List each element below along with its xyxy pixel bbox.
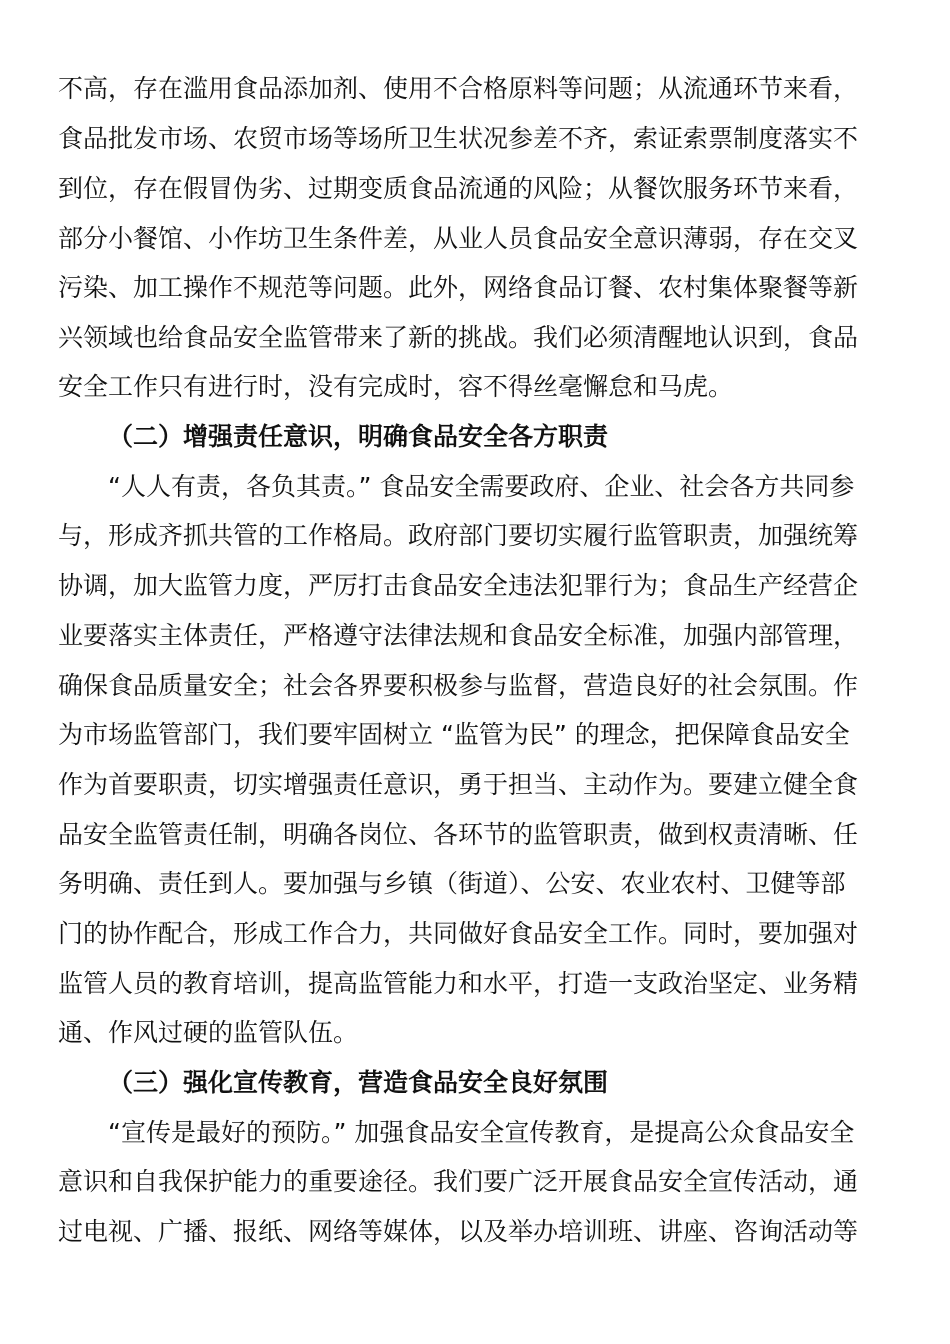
paragraph-2-line-9: 务明确、责任到人。要加强与乡镇（街道）、公安、农业农村、卫健等部 [58,869,846,898]
paragraph-2-line-1: “人人有责，各负其责。” 食品安全需要政府、企业、社会各方共同参 [108,472,855,501]
paragraph-3-line-3: 过电视、广播、报纸、网络等媒体，以及举办培训班、讲座、咨询活动等 [58,1217,859,1246]
paragraph-2-line-12: 通、作风过硬的监管队伍。 [58,1018,359,1047]
section-heading-2: （二）增强责任意识，明确食品安全各方职责 [108,422,609,451]
paragraph-1-line-7: 安全工作只有进行时，没有完成时，容不得丝毫懈怠和马虎。 [58,372,734,401]
paragraph-3-line-2: 意识和自我保护能力的重要途径。我们要广泛开展食品安全宣传活动，通 [58,1167,859,1196]
paragraph-2-line-3: 协调，加大监管力度，严厉打击食品安全违法犯罪行为；食品生产经营企 [58,571,859,600]
paragraph-1-line-3: 到位，存在假冒伪劣、过期变质食品流通的风险；从餐饮服务环节来看， [58,174,859,203]
paragraph-2-line-10: 门的协作配合，形成工作合力，共同做好食品安全工作。同时，要加强对 [58,919,859,948]
paragraph-1-line-6: 兴领域也给食品安全监管带来了新的挑战。我们必须清醒地认识到，食品 [58,323,859,352]
paragraph-2-line-4: 业要落实主体责任，严格遵守法律法规和食品安全标准，加强内部管理， [58,621,859,650]
section-heading-3: （三）强化宣传教育，营造食品安全良好氛围 [108,1068,609,1097]
paragraph-2-line-6: 为市场监管部门，我们要牢固树立 “监管为民” 的理念，把保障食品安全 [58,720,850,749]
paragraph-2-line-11: 监管人员的教育培训，提高监管能力和水平，打造一支政治坚定、业务精 [58,969,859,998]
paragraph-1-line-5: 污染、加工操作不规范等问题。此外，网络食品订餐、农村集体聚餐等新 [58,273,859,302]
paragraph-2-line-2: 与，形成齐抓共管的工作格局。政府部门要切实履行监管职责，加强统筹 [58,521,859,550]
paragraph-2-line-5: 确保食品质量安全；社会各界要积极参与监督，营造良好的社会氛围。作 [58,671,859,700]
paragraph-1-line-1: 不高，存在滥用食品添加剂、使用不合格原料等问题；从流通环节来看， [58,74,859,103]
paragraph-2-line-8: 品安全监管责任制，明确各岗位、各环节的监管职责，做到权责清晰、任 [58,820,859,849]
paragraph-3-line-1: “宣传是最好的预防。” 加强食品安全宣传教育，是提高公众食品安全 [108,1118,855,1147]
paragraph-1-line-4: 部分小餐馆、小作坊卫生条件差，从业人员食品安全意识薄弱，存在交叉 [58,224,859,253]
paragraph-1-line-2: 食品批发市场、农贸市场等场所卫生状况参差不齐，索证索票制度落实不 [58,124,859,153]
paragraph-2-line-7: 作为首要职责，切实增强责任意识，勇于担当、主动作为。要建立健全食 [58,770,859,799]
